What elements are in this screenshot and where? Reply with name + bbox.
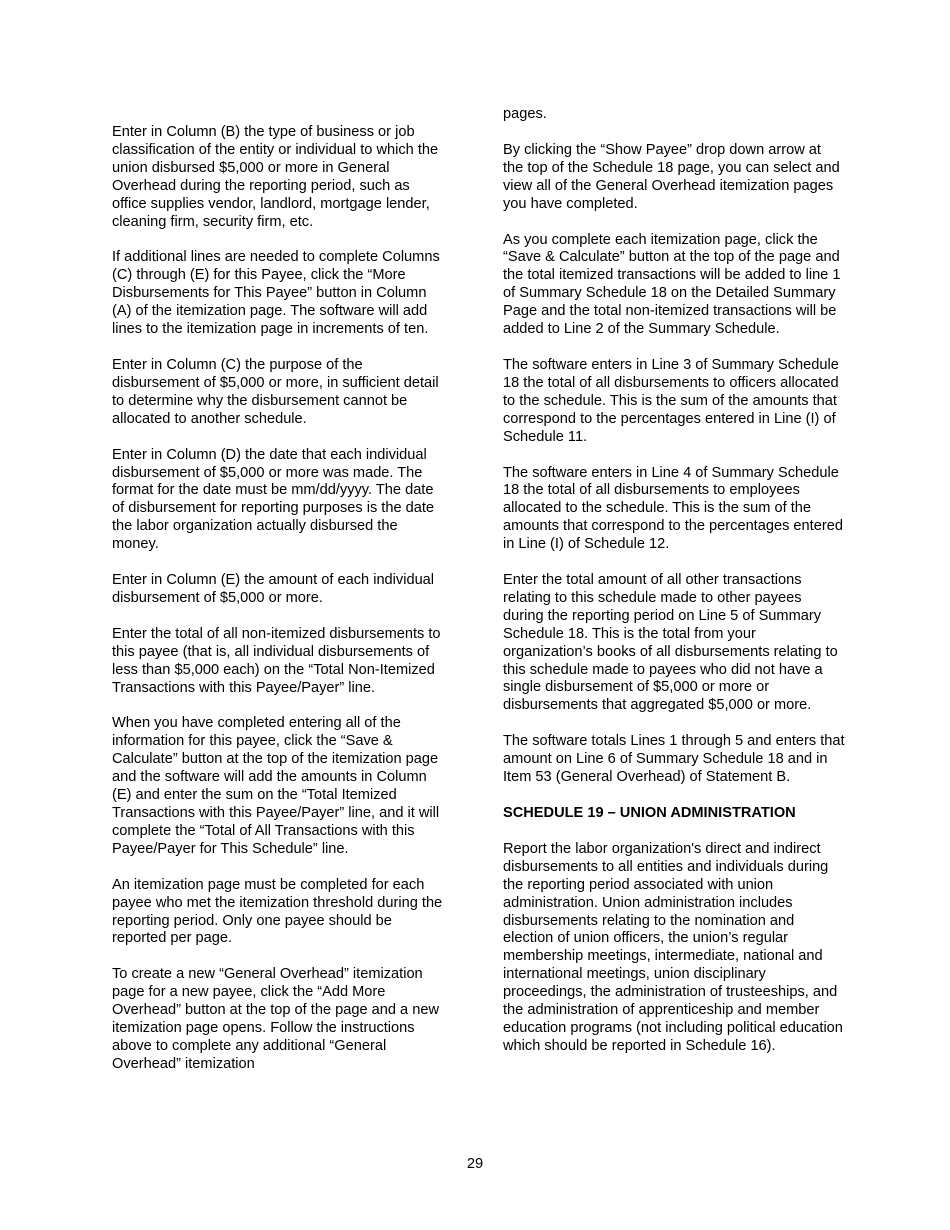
page-number: 29 [466,1156,484,1172]
paragraph: As you complete each itemization page, click the “Save & Calculate” button at the top of the page and the total itemized transactions will be added to line 1 of Summary Schedule 18 on the Detailed Summary Page and the total non-itemized transactions will be added to Line 2 of the Summary Schedule. [503,231,841,338]
paragraph: The software enters in Line 4 of Summary Schedule 18 the total of all disbursements to employees allocated to the schedule. This is the sum of the amounts that correspond to the percentages entered in Line (I) of Schedule 12. [503,464,843,553]
paragraph: Enter in Column (E) the amount of each individual disbursement of $5,000 or more. [112,572,435,606]
paragraph: When you have completed entering all of the information for this payee, click the “Save & Calculate” button at the top of the itemization page and the software will add the amounts in Column (E) and enter the sum on the “Total Itemized Transactions with this Payee/Payer” line, and it will complete the “Total of All Transactions with this Payee/Payer for This Schedule” line. [112,715,440,857]
paragraph: The software totals Lines 1 through 5 and enters that amount on Line 6 of Summary Schedule 18 and in Item 53 (General Overhead) of Statement B. [503,733,845,786]
left-column [112,124,448,1092]
right-column [503,106,845,1074]
paragraph: Enter in Column (C) the purpose of the disbursement of $5,000 or more, in sufficient detail to determine why the disbursement cannot be allocated to another schedule. [112,356,439,427]
paragraph: Enter in Column (B) the type of business or job classification of the entity or individual to which the union disbursed $5,000 or more in General Overhead during the reporting period, such as office supplies vendor, landlord, mortgage lender, cleaning firm, security firm, etc. [112,124,439,230]
paragraph: Enter the total of all non-itemized disbursements to this payee (that is, all individual disbursements of less than $5,000 each) on the “Total Non-Itemized Transactions with this Payee/Payer” line. [112,625,441,696]
paragraph: pages. [503,106,547,122]
paragraph: The software enters in Line 3 of Summary Schedule 18 the total of all disbursements to officers allocated to the schedule. This is the sum of the amounts that correspond to the percentages entered in Line (I) of Schedule 11. [503,356,839,445]
paragraph: If additional lines are needed to complete Columns (C) through (E) for this Payee, click the “More Disbursements for This Payee” button in Column (A) of the itemization page. The software will add lines to the itemization page in increments of ten. [112,249,440,338]
section-heading: SCHEDULE 19 – UNION ADMINISTRATION [503,805,796,821]
section-body: Report the labor organization's direct and indirect disbursements to all entities and individuals during the reporting period associated with union administration. Union administration includes disbursements relating to the nomination and election of union officers, the union’s regular membership meetings, intermediate, national and international meetings, union disciplinary proceedings, the administration of trusteeships, and the administration of apprenticeship and member education programs (not including political education which should be reported in Schedule 16). [503,840,843,1054]
paragraph: By clicking the “Show Payee” drop down arrow at the top of the Schedule 18 page, you can select and view all of the General Overhead itemization pages you have completed. [503,141,840,212]
paragraph: An itemization page must be completed for each payee who met the itemization threshold during the reporting period. Only one payee should be reported per page. [112,876,443,947]
paragraph: To create a new “General Overhead” itemization page for a new payee, click the “Add More Overhead” button at the top of the page and a new itemization page opens. Follow the instructions above to complete any additional “General Overhead” itemization [112,966,439,1072]
paragraph: Enter the total amount of all other transactions relating to this schedule made to other payees during the reporting period on Line 5 of Summary Schedule 18. This is the total from your organization’s books of all disbursements relating to this schedule made to payees who did not have a single disbursement of $5,000 or more or disbursements that aggregated $5,000 or more. [503,572,838,714]
paragraph: Enter in Column (D) the date that each individual disbursement of $5,000 or more was made. The format for the date must be mm/dd/yyyy. The date of disbursement for reporting purposes is the date the labor organization actually disbursed the money. [112,446,435,553]
